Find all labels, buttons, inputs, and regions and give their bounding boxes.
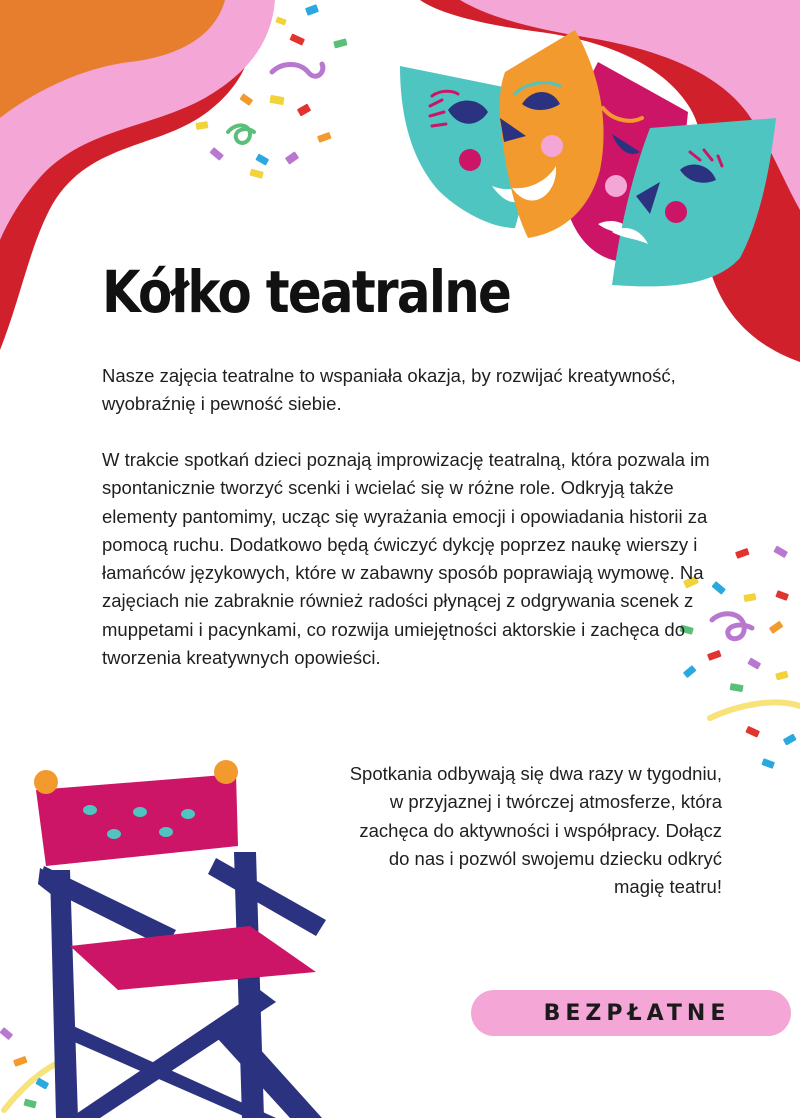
schedule-paragraph: Spotkania odbywają się dwa razy w tygodniu, w przyjaznej i twórczej atmosferze, która zachęca do aktywności i współpracy. Dołącz do nas i pozwól swojemu dziecku odkryć magię teatru! bbox=[349, 763, 722, 898]
page-title: Kółko teatralne bbox=[102, 258, 511, 326]
intro-paragraph: Nasze zajęcia teatralne to wspaniała okazja, by rozwijać kreatywność, wyobraźnię i pewność siebie. bbox=[102, 365, 676, 415]
directors-chair-icon bbox=[34, 760, 326, 1118]
free-badge-label: BEZPŁATNE bbox=[543, 1000, 731, 1026]
free-badge bbox=[471, 990, 791, 1036]
details-paragraph: W trakcie spotkań dzieci poznają improwizację teatralną, która pozwala im spontanicznie tworzyć scenki i wcielać się w różne role. Odkryją także elementy pantomimy, ucząc się wyrażania emocji i opowiadania historii za pomocą ruchu. Dodatkowo będą ćwiczyć dykcję poprzez naukę wierszy i łamańców językowych, które w zabawny sposób poprawiają wymowę. Na zajęciach nie zabraknie również radości płynącej z odgrywania scenek z muppetami i pacynkami, co rozwija umiejętności aktorskie i zachęca do tworzenia kreatywnych opowieści. bbox=[102, 449, 710, 669]
